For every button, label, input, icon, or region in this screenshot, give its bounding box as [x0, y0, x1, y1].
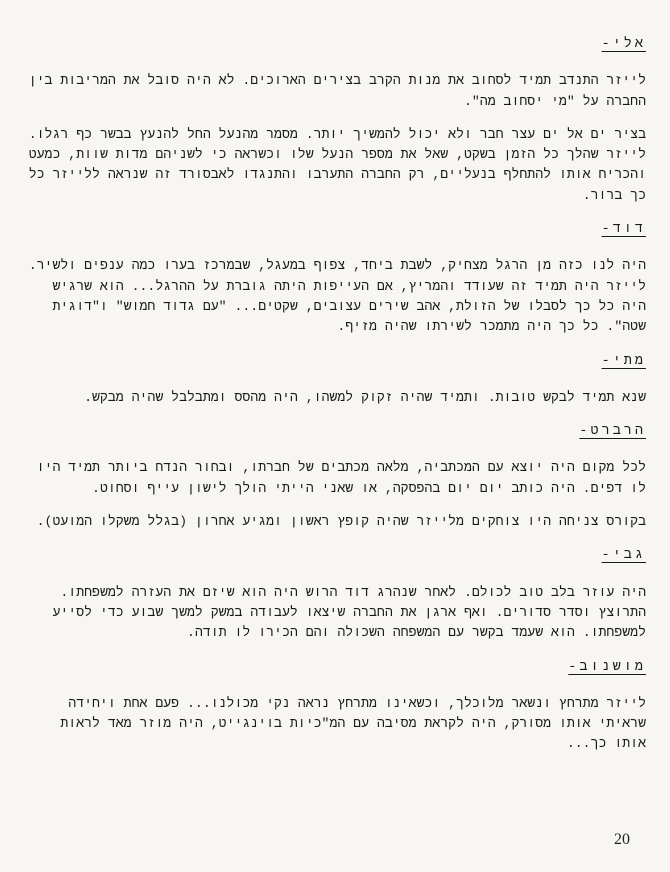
section-heading: מתי-: [601, 353, 646, 369]
section-gabi: [28, 545, 646, 643]
paragraph: לייזר התנדב תמיד לסחוב את מנות הקרב בצירים הארוכים. לא היה סובל את המריבות בין החברה על "מי יסחוב מה".: [28, 73, 646, 109]
section-heading: הרברט-: [579, 424, 646, 440]
paragraph: היה לנו כזה מן הרגל מצחיק, לשבת ביחד, צפוף במעגל, שבמרכז בערו כמה ענפים ולשיר. לייזר היה תמיד זה שעודד והמריץ, אם העייפות היתה גוברת על ההרגל... הוא שרגיש היה כל כך לסבלו של הזולת, אהב שירים עצובים, שקטים... "עם גדוד חמוש" ו"דוגית שטה". כל כך היה מתמכר לשירתו שהיה מזיף.: [28, 258, 646, 335]
paragraph: לכל מקום היה יוצא עם המכתביה, מלאה מכתבים של חברתו, ובחור הנדח ביותר תמיד היו לו דפים. היה כותב יום יום בהפסקה, או שאני הייתי הולך לישון עייף וסחוט.: [36, 460, 646, 496]
memorial-text: [28, 34, 646, 768]
section-mati: [28, 351, 646, 409]
paragraph: לייזר מתרחץ ונשאר מלוכלך, וכשאינו מתרחץ נראה נקי מכולנו... פעם אחת ויחידה שראיתי אותו מסורק, היה לקראת מסיבה עם המ"כיות בוינגייט, היה מוזר מאד לראות אותו כך...: [60, 695, 646, 752]
section-herbert: [28, 421, 646, 532]
paragraph: היה עוזר בלב טוב לכולם. לאחר שנהרג דוד הרוש היה הוא שיזם את העזרה למשפחתו. התרוצץ וסדר סדורים. ואף ארגן את החברה שיצאו לעבודה במשק למשך שבוע כדי לסייע למשפחתו. הוא שעמד בקשר עם המשפחה השכולה והם הכירו לו תודה.: [52, 584, 646, 641]
paragraph: שנא תמיד לבקש טובות. ותמיד שהיה זקוק למשהו, היה מהסס ומתבלבל שהיה מבקש.: [84, 389, 646, 405]
page-number: 20: [614, 831, 630, 848]
section-heading: דוד-: [601, 222, 646, 238]
section-heading: גבי-: [601, 548, 646, 564]
section-heading: אלי-: [601, 37, 646, 52]
section-eli: [28, 34, 646, 206]
section-moshnov: [28, 657, 646, 755]
paragraph: בציר ים אל ים עצר חבר ולא יכול להמשיך יותר. מסמר מהנעל החל להנעץ בבשר כף רגלו. לייזר שהלך כל הזמן בשקט, שאל את מספר הנעל שלו וכשראה כי לשניהם מדות שוות, כמעט והכריח אותו להתחלף בנעליים, רק החברה התערבו והתנגדו לאבסורד זה שנראה ללייזר כל כך ברור.: [28, 126, 646, 203]
section-david: [28, 219, 646, 337]
paragraph: בקורס צניחה היו צוחקים מלייזר שהיה קופץ ראשון ומגיע אחרון (בגלל משקלו המועט).: [36, 514, 646, 530]
section-heading: מושנוב-: [568, 659, 646, 675]
